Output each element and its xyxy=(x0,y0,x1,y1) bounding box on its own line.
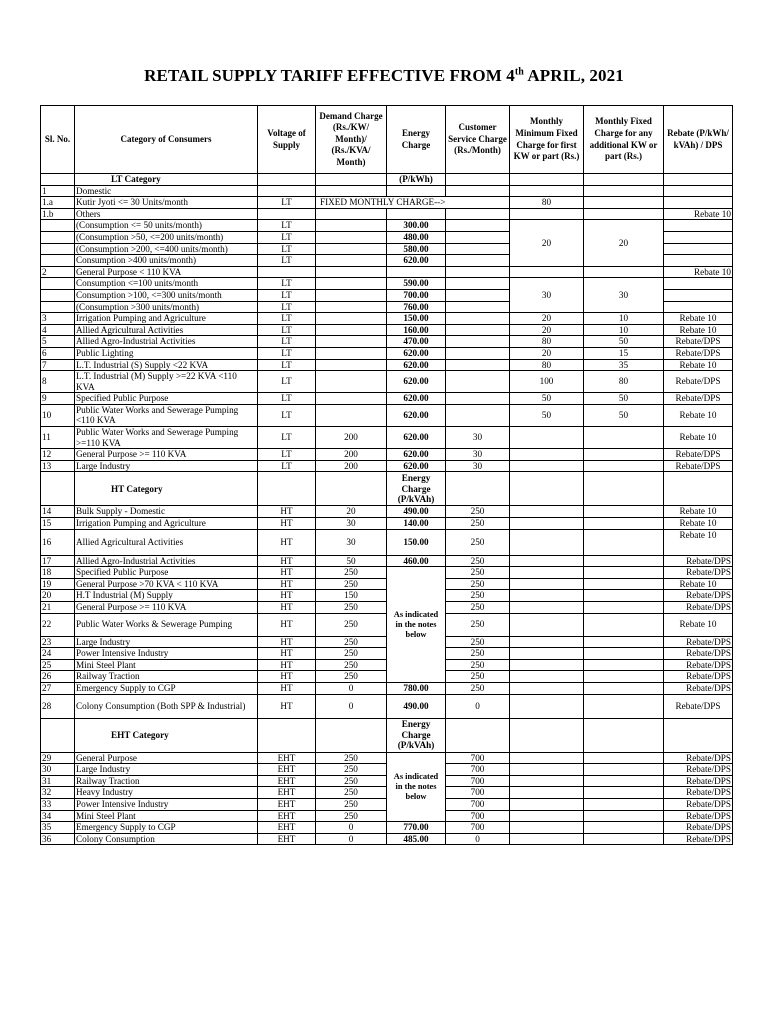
table-row: 36 Colony Consumption EHT 0 485.00 0 Rebate/DPS xyxy=(42,833,731,844)
table-row: Consumption >400 units/month) LT 620.00 xyxy=(41,255,733,267)
table-row: 18 Specified Public Purpose HT 250 As indicated in the notes below 250 Rebate/DPS xyxy=(41,567,733,579)
table-row: 23 Large Industry HT 250 250 Rebate/DPS xyxy=(42,636,731,647)
table-row: 26 Railway Traction HT 250 250 Rebate/DPS xyxy=(42,671,731,682)
table-row: 2 General Purpose < 110 KVA Rebate 10 xyxy=(42,266,731,277)
table-row: 6 Public Lighting LT 620.00 20 15 Rebate/DPS xyxy=(41,347,733,359)
table-row: 4 Allied Agricultural Activities LT 160.00 20 10 Rebate 10 xyxy=(41,324,733,336)
table-row: 29 General Purpose EHT 250 As indicated in the notes below 700 Rebate/DPS xyxy=(41,752,733,764)
table-row: Consumption <=100 units/month LT 590.00 30 30 xyxy=(41,278,733,290)
table-row: (Consumption >300 units/month) LT 760.00 xyxy=(41,301,733,313)
eht-energy-notes: As indicated in the notes below xyxy=(387,752,446,822)
section-lt: LT Category (P/kWh) xyxy=(41,174,733,186)
col-sl: Sl. No. xyxy=(41,106,75,174)
table-row: 30 Large Industry EHT 250 700 Rebate/DPS xyxy=(42,764,731,775)
table-row: 32 Heavy Industry EHT 250 700 Rebate/DPS xyxy=(42,787,731,798)
table-row: (Consumption >200, <=400 units/month) LT 580.00 xyxy=(41,243,733,255)
table-row: 12 General Purpose >= 110 KVA LT 200 620.00 30 Rebate/DPS xyxy=(41,449,733,461)
table-row: 11 Public Water Works and Sewerage Pumping >=110 KVA LT 200 620.00 30 Rebate 10 xyxy=(41,427,733,449)
col-category: Category of Consumers xyxy=(75,106,258,174)
table-row: 8 L.T. Industrial (M) Supply >=22 KVA <110 KVA LT 620.00 100 80 Rebate/DPS xyxy=(41,371,733,393)
table-row: 34 Mini Steel Plant EHT 250 700 Rebate/DPS xyxy=(42,810,731,821)
table-row: 33 Power Intensive Industry EHT 250 700 Rebate/DPS xyxy=(42,798,731,809)
table-row: 1 Domestic xyxy=(41,185,733,197)
section-ht: HT Category Energy Charge (P/kVAh) xyxy=(41,472,733,506)
table-row: 20 H.T Industrial (M) Supply HT 150 250 Rebate/DPS xyxy=(42,590,731,601)
col-demand: Demand Charge (Rs./KW/ Month)/ (Rs./KVA/ Month) xyxy=(316,106,387,174)
table-row: 15 Irrigation Pumping and Agriculture HT 30 140.00 250 Rebate 10 xyxy=(41,518,733,530)
table-row: (Consumption >50, <=200 units/month) LT 480.00 xyxy=(41,231,733,243)
tariff-table xyxy=(40,105,733,845)
table-row: 35 Emergency Supply to CGP EHT 0 770.00 700 Rebate/DPS xyxy=(42,822,731,833)
table-row: 16 Allied Agricultural Activities HT 30 150.00 250 Rebate 10 xyxy=(41,529,733,555)
table-row: 21 General Purpose >= 110 KVA HT 250 250 Rebate/DPS xyxy=(42,602,731,612)
col-minimum: Monthly Minimum Fixed Charge for first KW or part (Rs.) xyxy=(510,106,584,174)
table-row: 17 Allied Agro-Industrial Activities HT 50 460.00 250 Rebate/DPS xyxy=(42,555,731,566)
table-row: 1.b Others Rebate 10 xyxy=(42,208,731,219)
table-row: 24 Power Intensive Industry HT 250 250 Rebate/DPS xyxy=(42,648,731,659)
table-row: 27 Emergency Supply to CGP HT 0 780.00 250 Rebate/DPS xyxy=(42,682,731,693)
table-row: 28 Colony Consumption (Both SPP & Industrial) HT 0 490.00 0 Rebate/DPS xyxy=(41,694,733,718)
table-row: 9 Specified Public Purpose LT 620.00 50 50 Rebate/DPS xyxy=(41,393,733,405)
table-row: 10 Public Water Works and Sewerage Pumping <110 KVA LT 620.00 50 50 Rebate 10 xyxy=(41,404,733,426)
table-row: 13 Large Industry LT 200 620.00 30 Rebate/DPS xyxy=(41,460,733,472)
col-fixed: Monthly Fixed Charge for any additional KW or part (Rs.) xyxy=(584,106,664,174)
col-customer: Customer Service Charge (Rs./Month) xyxy=(446,106,510,174)
page-title: RETAIL SUPPLY TARIFF EFFECTIVE FROM 4th APRIL, 2021 xyxy=(144,66,624,85)
table-row: 7 L.T. Industrial (S) Supply <22 KVA LT 620.00 80 35 Rebate 10 xyxy=(41,359,733,371)
table-row: 31 Railway Traction EHT 250 700 Rebate/DPS xyxy=(42,775,731,786)
table-row: 1.a Kutir Jyoti <= 30 Units/month LT FIXED MONTHLY CHARGE--> 80 xyxy=(41,197,733,209)
col-voltage: Voltage of Supply xyxy=(258,106,316,174)
col-rebate: Rebate (P/kWh/ kVAh) / DPS xyxy=(664,106,733,174)
ht-energy-notes: As indicated in the notes below xyxy=(387,567,446,683)
table-row: (Consumption <= 50 units/month) LT 300.00 20 20 xyxy=(41,220,733,232)
col-energy: Energy Charge xyxy=(387,106,446,174)
table-row: Consumption >100, <=300 units/month LT 700.00 xyxy=(41,289,733,301)
table-row: 25 Mini Steel Plant HT 250 250 Rebate/DPS xyxy=(42,659,731,670)
table-row: 5 Allied Agro-Industrial Activities LT 470.00 80 50 Rebate/DPS xyxy=(41,336,733,348)
header-row xyxy=(41,106,733,174)
table-row: 3 Irrigation Pumping and Agriculture LT 150.00 20 10 Rebate 10 xyxy=(41,313,733,325)
section-eht: EHT Category Energy Charge (P/kVAh) xyxy=(41,718,733,752)
table-row: 19 General Purpose >70 KVA < 110 KVA HT 250 250 Rebate 10 xyxy=(41,578,733,590)
table-row: 22 Public Water Works & Sewerage Pumping HT 250 250 Rebate 10 xyxy=(41,613,733,636)
table-row: 14 Bulk Supply - Domestic HT 20 490.00 250 Rebate 10 xyxy=(41,506,733,518)
